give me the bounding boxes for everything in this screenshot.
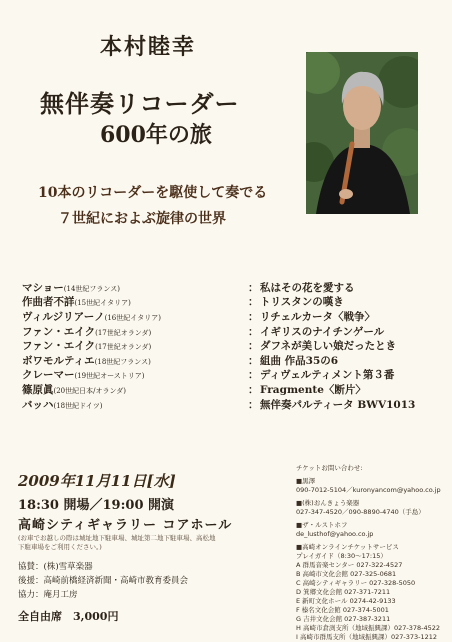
work-title: 無伴奏パルティータ BWV1013 xyxy=(260,398,416,411)
concert-time: 18:30 開場／19:00 開演 xyxy=(18,498,175,513)
composer: 作曲者不詳 xyxy=(22,296,75,309)
playguide-entry: A 群馬音楽センター 027-322-4527 xyxy=(296,561,403,569)
work-title: Fragmente〈断片〉 xyxy=(260,383,366,396)
separator: ： xyxy=(248,281,259,294)
program-row xyxy=(22,295,442,310)
separator: ： xyxy=(248,398,259,411)
concert-title: 無伴奏リコーダー xyxy=(40,89,240,118)
composer-era: (20世紀日本/オランダ) xyxy=(53,386,126,395)
separator: ： xyxy=(248,369,259,382)
separator: ： xyxy=(248,310,259,323)
venue-name: 高崎シティギャラリー コアホール xyxy=(18,518,233,533)
separator: ： xyxy=(248,340,259,353)
parking-note: (お車でお越しの際は城址地下駐車場、城址第二地下駐車場、高松地下駐車場をご利用ください。) xyxy=(18,534,216,551)
composer-era: (16世紀イタリア) xyxy=(104,313,161,322)
work-title: リチェルカータ〈戦争〉 xyxy=(260,310,375,323)
composer-era: (17世紀オランダ) xyxy=(95,328,152,337)
separator: ： xyxy=(248,325,259,338)
program-row xyxy=(22,382,442,397)
work-title: トリスタンの嘆き xyxy=(260,296,344,309)
credits xyxy=(18,560,188,602)
composer: ボワモルティエ xyxy=(22,354,95,367)
contact-line: 027-347-4520／090-8890-4740（手島） xyxy=(296,508,425,516)
playguide-entry: H 高崎市倉渕支所（地域振興課）027-378-4522 xyxy=(296,624,440,632)
performer-name: 本村睦幸 xyxy=(100,34,197,60)
program-row xyxy=(22,338,442,353)
program-row xyxy=(22,324,442,339)
composer-era: (17世紀オランダ) xyxy=(95,343,152,352)
contact-heading: チケットお問い合わせ: xyxy=(296,464,363,472)
playguide-entry: B 高崎市文化会館 027-325-0681 xyxy=(296,570,397,578)
program-list xyxy=(22,280,442,411)
contact-section-title: ■(株)おんきょう楽器 xyxy=(296,499,360,507)
subtitle-line2: ７世紀におよぶ旋律の世界 xyxy=(58,211,226,227)
composer: マショー xyxy=(22,281,64,294)
composer-era: (18世紀ドイツ) xyxy=(53,401,103,410)
concert-title-line2: 600年の旅 xyxy=(100,122,212,148)
performer-photo xyxy=(306,52,418,214)
playguide-entry: D 箕郷文化会館 027-371-7211 xyxy=(296,588,391,596)
playguide-entry: I 高崎市群馬支所（地域振興課）027-373-1212 xyxy=(296,633,438,641)
subtitle: 10本のリコーダーを駆使して奏でる xyxy=(38,185,268,201)
composer: クレーマー xyxy=(22,369,75,382)
playguide-entry: G 吉井文化会館 027-387-3211 xyxy=(296,615,391,623)
program-row xyxy=(22,368,442,383)
playguide-entry: E 新町文化ホール 0274-42-9133 xyxy=(296,597,396,605)
work-title: 組曲 作品35の6 xyxy=(260,354,339,367)
work-title: ディヴェルティメント第３番 xyxy=(260,369,395,382)
work-title: イギリスのナイチンゲール xyxy=(260,325,385,338)
separator: ： xyxy=(248,296,259,309)
playguide-entry: F 榛名文化会館 027-374-5001 xyxy=(296,606,389,614)
composer: バッハ xyxy=(22,398,54,411)
separator: ： xyxy=(248,383,259,396)
program-row xyxy=(22,309,442,324)
cooperation-credit: 協力：庵月工房 xyxy=(18,590,78,600)
program-row xyxy=(22,397,442,412)
composer-era: (15世紀イタリア) xyxy=(74,299,131,308)
work-title: 私はその花を愛する xyxy=(260,281,355,294)
concert-date: 2009年11月11日[水] xyxy=(18,472,176,490)
composer: 篠原眞 xyxy=(22,383,54,396)
composer: ファン・エイク xyxy=(22,325,96,338)
contact-line: de_lusthof@yahoo.co.jp xyxy=(296,530,374,538)
ticket-contact xyxy=(296,464,446,642)
ticket-price: 全自由席 3,000円 xyxy=(18,610,119,623)
playguide-heading: プレイガイド（8:30〜17:15） xyxy=(296,552,387,560)
playguide-entry: C 高崎シティギャラリー 027-328-5050 xyxy=(296,579,416,587)
sponsor-credit: 協賛：(株)雪草楽器 xyxy=(18,562,93,572)
program-row xyxy=(22,353,442,368)
contact-section-title: ■ザ・ルストホフ xyxy=(296,521,348,529)
composer-era: (19世紀オーストリア) xyxy=(74,372,145,381)
composer-era: (18世紀フランス) xyxy=(94,357,151,366)
composer: ファン・エイク xyxy=(22,340,96,353)
contact-section-title: ■黒澤 xyxy=(296,477,316,485)
support-credit: 後援：高崎前橋経済新聞・高崎市教育委員会 xyxy=(18,576,189,586)
composer-era: (14世紀フランス) xyxy=(63,284,120,293)
composer: ヴィルジリアーノ xyxy=(22,310,105,323)
contact-section-title: ■高崎オンラインチケットサービス xyxy=(296,543,399,551)
work-title: ダフネが美しい娘だったとき xyxy=(260,340,397,353)
contact-line: 090-7012-5104／kuronyancom@yahoo.co.jp xyxy=(296,486,441,494)
program-row xyxy=(22,280,442,295)
separator: ： xyxy=(248,354,259,367)
